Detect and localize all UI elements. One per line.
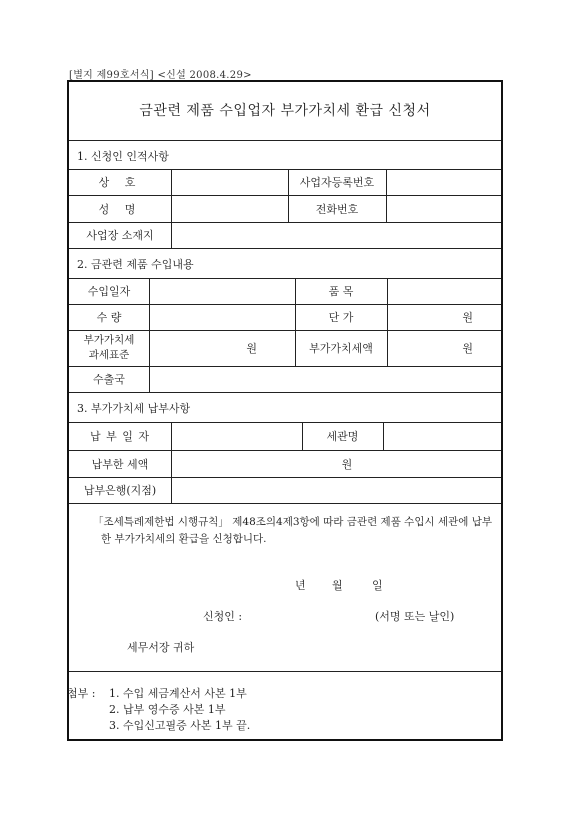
pay-date-input[interactable] [171, 422, 302, 450]
quantity-input[interactable] [149, 304, 295, 330]
tax-base-input[interactable]: 원 [246, 342, 257, 355]
pay-date-label: 납 부 일 자 [90, 430, 150, 443]
item-label: 품 목 [328, 285, 354, 298]
section1-heading: 1. 신청인 인적사항 [77, 150, 169, 163]
divider [69, 392, 501, 393]
paid-amount-input[interactable]: 원 [341, 457, 353, 471]
bank-input[interactable] [171, 477, 503, 503]
applicant-label: 신청인 : [203, 610, 243, 623]
date-month: 월 [332, 579, 343, 592]
divider [386, 169, 387, 222]
name-label: 성 명 [98, 202, 142, 216]
bizno-label: 사업자등록번호 [299, 176, 375, 189]
import-date-input[interactable] [149, 278, 295, 304]
date-day: 일 [372, 579, 383, 592]
divider [69, 671, 501, 672]
applicant-input[interactable] [259, 604, 369, 624]
tax-base-label [69, 330, 149, 366]
attachment-item: 3. 수입신고필증 사본 1부 끝. [109, 719, 251, 732]
divider [149, 278, 150, 392]
divider [302, 422, 303, 450]
divider [387, 278, 388, 366]
address-input[interactable] [171, 222, 503, 248]
company-label: 상 호 [98, 176, 142, 189]
signature-note: (서명 또는 날인) [375, 610, 455, 623]
phone-input[interactable] [386, 195, 503, 222]
form-title: 금관련 제품 수입업자 부가가치세 환급 신청서 [139, 103, 431, 119]
address-label: 사업장 소재지 [86, 229, 154, 242]
vat-amount-input[interactable]: 원 [462, 342, 473, 355]
divider [69, 248, 501, 249]
divider [295, 278, 296, 366]
bank-label: 납부은행(지점) [83, 484, 157, 497]
company-input[interactable] [171, 169, 288, 195]
customs-input[interactable] [383, 422, 503, 450]
divider [171, 169, 172, 248]
attachments-prefix: 첨부 : [67, 687, 96, 700]
divider [288, 169, 289, 222]
divider [69, 503, 501, 504]
date-year: 년 [295, 579, 306, 592]
unit-price-input[interactable]: 원 [462, 311, 473, 324]
paid-amount-label: 납부한 세액 [91, 457, 149, 471]
attachment-item: 1. 수입 세금계산서 사본 1부 [109, 687, 247, 700]
tax-base-label-text: 부가가치세 과세표준 [83, 334, 135, 361]
divider [383, 422, 384, 450]
unit-price-label: 단 가 [328, 311, 354, 324]
section2-heading: 2. 금관련 제품 수입내용 [77, 258, 194, 271]
name-input[interactable] [171, 195, 288, 222]
addressee: 세무서장 귀하 [127, 641, 195, 654]
divider [69, 140, 501, 141]
divider [171, 422, 172, 503]
bizno-input[interactable] [386, 169, 503, 195]
quantity-label: 수 량 [96, 311, 122, 324]
item-input[interactable] [387, 278, 503, 304]
form-number-note: [별지 제99호서식] <신설 2008.4.29> [69, 70, 252, 81]
import-date-label: 수입일자 [87, 285, 131, 298]
customs-label: 세관명 [326, 430, 359, 443]
attachment-item: 2. 납부 영수증 사본 1부 [109, 703, 226, 716]
export-country-input[interactable] [149, 366, 503, 392]
section3-heading: 3. 부가가치세 납부사항 [77, 402, 191, 415]
vat-amount-label: 부가가치세액 [309, 342, 373, 355]
refund-application-form [67, 80, 503, 741]
declaration-text: 「조세특례제한법 시행규칙」 제48조의4제3항에 따라 금관련 제품 수입시 세관에 납부한 부가가치세의 환급을 신청합니다. [93, 516, 492, 545]
phone-label: 전화번호 [315, 202, 359, 216]
export-country-label: 수출국 [93, 373, 125, 386]
